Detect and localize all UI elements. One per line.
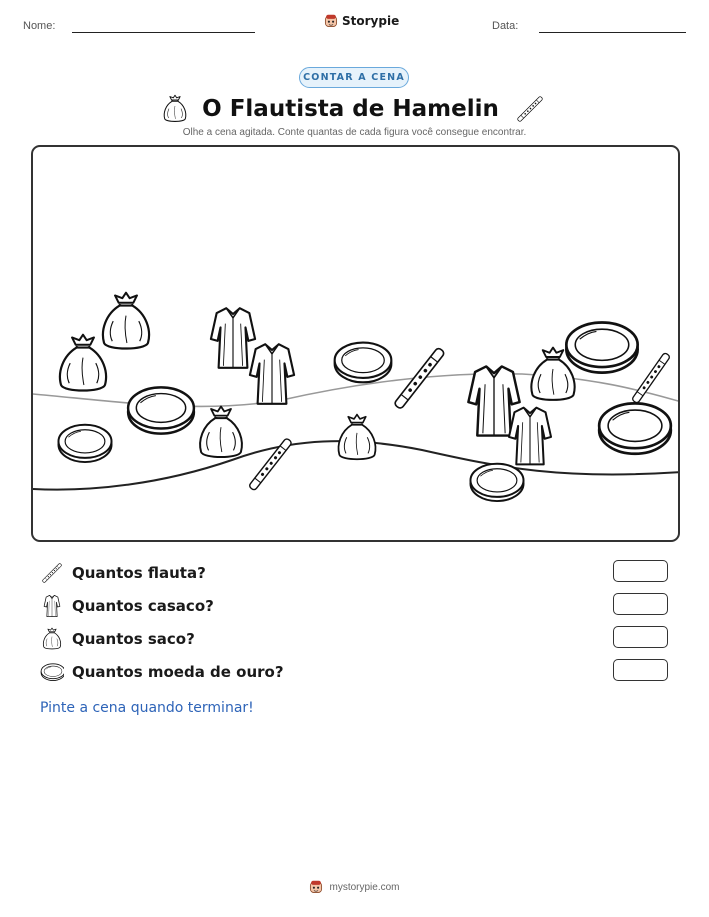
mascot-icon [309, 880, 323, 894]
question-label: Quantos casaco? [72, 597, 214, 615]
coat-icon [211, 308, 255, 368]
sack-icon [200, 406, 242, 457]
sack-icon [40, 627, 64, 651]
footer [0, 880, 709, 894]
answer-box-sack[interactable] [613, 626, 668, 648]
brand-logo [324, 14, 399, 28]
question-row-flute [40, 561, 206, 585]
question-label: Quantos flauta? [72, 564, 206, 582]
scene-illustration [33, 147, 680, 542]
footer-url[interactable]: mystorypie.com [329, 881, 400, 893]
gold-coin-icon [128, 387, 194, 433]
gold-coin-icon [566, 322, 637, 372]
question-label: Quantos saco? [72, 630, 195, 648]
question-row-sack [40, 627, 195, 651]
page-title: O Flautista de Hamelin [202, 96, 499, 122]
answer-box-coat[interactable] [613, 593, 668, 615]
flute-icon [40, 561, 64, 585]
name-input-line[interactable] [72, 32, 255, 33]
coat-icon [40, 594, 64, 618]
question-label: Quantos moeda de ouro? [72, 663, 284, 681]
counting-scene [31, 145, 680, 542]
page-title-row [0, 92, 709, 130]
sack-icon [103, 293, 149, 349]
gold-coin-icon [58, 425, 111, 462]
question-row-coin [40, 660, 284, 684]
coat-icon [509, 408, 551, 465]
gold-coin-icon [599, 403, 671, 453]
flute-icon [394, 347, 445, 409]
instructions: Olhe a cena agitada. Conte quantas de cada figura você consegue encontrar. [182, 127, 527, 138]
sack-icon [162, 94, 188, 124]
mascot-icon [324, 14, 338, 28]
sack-icon [60, 335, 106, 391]
gold-coin-icon [40, 660, 64, 684]
date-input-line[interactable] [539, 32, 686, 33]
brand-name: Storypie [342, 14, 400, 28]
date-label: Data: [492, 20, 519, 32]
gold-coin-icon [470, 464, 523, 501]
question-row-coat [40, 594, 214, 618]
gold-coin-icon [335, 343, 392, 383]
flute-icon [632, 352, 671, 403]
answer-box-coin[interactable] [613, 659, 668, 681]
activity-badge: CONTAR A CENA [299, 67, 409, 88]
flute-icon [248, 438, 292, 491]
answer-box-flute[interactable] [613, 560, 668, 582]
coat-icon [250, 344, 294, 404]
name-label: Nome: [23, 20, 56, 32]
flute-icon [513, 92, 547, 126]
sack-icon [339, 415, 376, 460]
finish-instruction: Pinte a cena quando terminar! [40, 700, 254, 716]
